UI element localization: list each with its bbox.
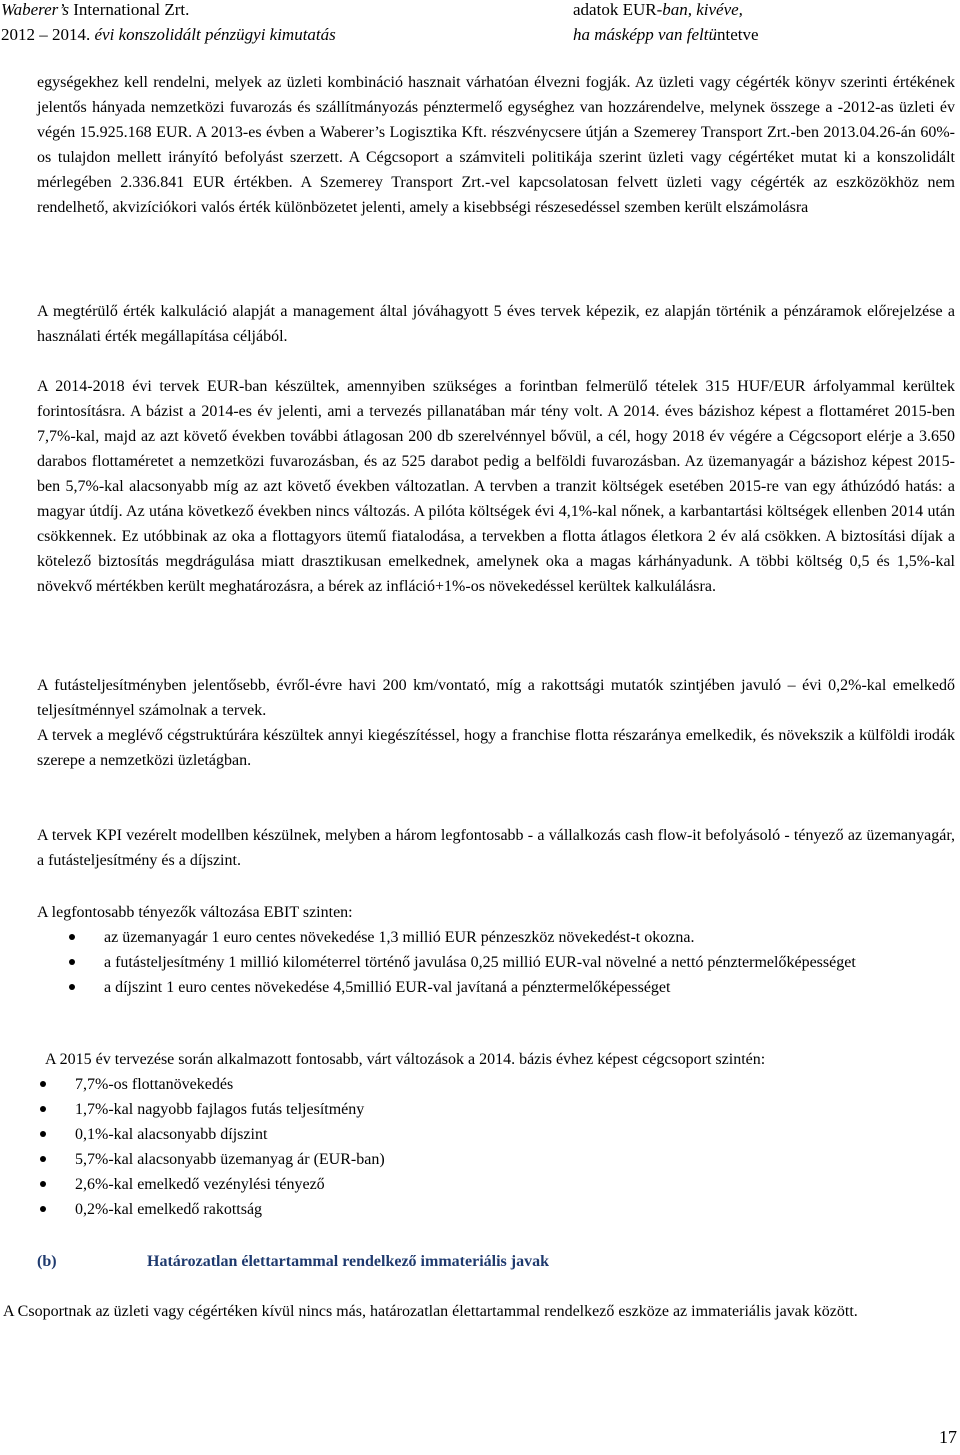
bullet-icon — [40, 1181, 46, 1187]
paragraph-plan-assumptions: A 2014-2018 évi tervek EUR-ban készültek, amennyiben szükséges a forintban felmerülő tételek 315 HUF/EUR árfolyammal kerültek forintosításra. A bázist a 2014-es év jelenti, ami a tervezés pillanatában már tény volt. A 2014. éves bázishoz képest a flottaméret 2015-ben 7,7%-kal, majd az azt követő években további átlagosan 200 db szerelvénnyel bővül, a cél, hogy 2018 év végére a Cégcsoport elérje a 3.650 darabos flottaméretet a nemzetközi fuvarozásban, és az 525 darabot pedig a belföldi fuvarozásban. Az üzemanyagár a bázishoz képest 2015-ben 5,7%-kal alacsonyabb míg az azt követő években változatlan. A tervben a tranzit költségek esetében 2015-re van egy áthúzódó hatás: a magyar útdíj. Az utána következő években nincs változás. A pilóta költségek évi 4,1%-kal nőnek, a karbantartási költségek ellenben 2014 után csökkennek. Ez utóbbinak az oka a flottagyors ütemű fiatalodása, a tervekben a flotta átlagos életkora 2 év alá csökken. A biztosítási díjak a kötelező biztosítás megdrágulása miatt drasztikusan emelkednek, amelynek oka a magas kárhányadunk. A többi költség 0,5 és 1,5%-kal növekvő mértékben került meghatározásra, a bérek az infláció+1%-os növekedéssel kerültek kalkulálásra. — [37, 377, 955, 595]
bullet-icon — [40, 1131, 46, 1137]
list-item — [37, 1072, 955, 1097]
list-item — [37, 1097, 955, 1122]
report-name: évi konszolidált pénzügyi kimutatás — [94, 25, 336, 44]
paragraph-recoverable-amount: A megtérülő érték kalkuláció alapját a management által jóváhagyott 5 éves tervek képezik, ez alapján történik a pénzáramok előrejelzése a használati érték megállapítása céljából. — [37, 302, 955, 345]
plan-2015-list — [37, 1072, 955, 1222]
company-name-italic: Waberer’s — [1, 0, 70, 19]
list-item — [37, 1147, 955, 1172]
exception-note — [573, 22, 759, 47]
list-item — [37, 975, 955, 1000]
list-item-text: a díjszint 1 euro centes növekedése 4,5millió EUR-val javítaná a pénztermelőképességet — [104, 978, 671, 996]
paragraph-block — [37, 673, 955, 773]
list-item-text: 0,2%-kal emelkedő rakottság — [75, 1200, 263, 1218]
bullet-icon — [40, 1106, 46, 1112]
list-item-text: az üzemanyagár 1 euro centes növekedése 1,3 millió EUR pénzeszköz növekedést-t okozna. — [104, 928, 695, 946]
paragraph-block — [37, 70, 955, 220]
ebit-sensitivity-intro: A legfontosabb tényezők változása EBIT szinten: — [37, 903, 353, 921]
bullet-icon — [69, 984, 75, 990]
currency-note-italic: ban, kivéve, — [662, 0, 743, 19]
report-period: 2012 – 2014. — [1, 25, 91, 44]
paragraph-structure: A tervek a meglévő cégstruktúrára készültek annyi kiegészítéssel, hogy a franchise flotta részaránya emelkedik, és növekszik a külföldi irodák szerepe a nemzetközi üzletágban. — [37, 726, 955, 769]
paragraph-block — [37, 374, 955, 599]
company-name-regular: International Zrt. — [73, 0, 190, 19]
paragraph-goodwill-allocation: egységekhez kell rendelni, melyek az üzleti kombináció hasznait várhatóan élvezni fogják. Az üzleti vagy cégérték könyv szerinti értékének jelentős hányada nemzetközi fuvarozás és szállítmányozás pénztermelő egységhez van hozzárendelve, melynek összege a -2012-as üzleti év végén 15.925.168 EUR. A 2013-es évben a Waberer’s Logisztika Kft. részvénycsere útján a Szemerey Transport Zrt.-ben 2013.04.26-án 60%-os tulajdon mellett irányító befolyást szerzett. A Cégcsoport a számviteli politikája szerint üzleti vagy cégértéket mutat ki a konszolidált mérlegében 2.336.841 EUR értékben. A Szemerey Transport Zrt.-vel kapcsolatosan felvett üzleti vagy cégérték az eszközökhöz nem rendelhető, akvizíciókori valós érték különbözetet jelenti, amely a kisebbségi részesedéssel szemben került elszámolásra — [37, 73, 955, 216]
list-item — [37, 1122, 955, 1147]
plan-2015-intro: A 2015 év tervezése során alkalmazott fontosabb, várt változások a 2014. bázis évhez képest cégcsoport szintén: — [45, 1050, 766, 1068]
bullet-icon — [40, 1081, 46, 1087]
list-item-text: 2,6%-kal emelkedő vezénylési tényező — [75, 1175, 325, 1193]
plan-2015-section — [37, 1047, 955, 1222]
list-item-text: 7,7%-os flottanövekedés — [75, 1075, 234, 1093]
page-number: 17 — [939, 1427, 957, 1447]
list-item — [37, 950, 955, 975]
currency-note-regular: adatok EUR- — [573, 0, 663, 19]
list-item-text: a futásteljesítmény 1 millió kilométerrel történő javulása 0,25 millió EUR-val növelné a nettó pénztermelőképességet — [104, 953, 856, 971]
ebit-sensitivity-list — [37, 925, 955, 1000]
bullet-icon — [69, 959, 75, 965]
paragraph-performance: A futásteljesítményben jelentősebb, évről-évre havi 200 km/vontató, míg a rakottsági mutatók szintjében javuló – évi 0,2%-kal emelkedő teljesítménnyel számolnak a tervek. — [37, 676, 955, 719]
bullet-icon — [40, 1156, 46, 1162]
list-item-text: 0,1%-kal alacsonyabb díjszint — [75, 1125, 268, 1143]
page-header-left — [1, 0, 336, 47]
paragraph-block — [37, 823, 955, 873]
list-item-text: 5,7%-kal alacsonyabb üzemanyag ár (EUR-ban) — [75, 1150, 385, 1168]
section-number: (b) — [37, 1252, 57, 1270]
company-name — [1, 0, 336, 22]
paragraph-kpi-model: A tervek KPI vezérelt modellben készülnek, melyben a három legfontosabb - a vállalkozás cash flow-it befolyásoló - tényező az üzemanyagár, a futásteljesítmény és a díjszint. — [37, 826, 955, 869]
section-title: Határozatlan élettartammal rendelkező immateriális javak — [147, 1252, 549, 1270]
paragraph-block — [37, 299, 955, 349]
ebit-sensitivity-section — [37, 900, 955, 1000]
list-item — [37, 1172, 955, 1197]
bullet-icon — [69, 934, 75, 940]
report-title — [1, 22, 336, 47]
exception-note-regular: ntetve — [717, 25, 759, 44]
list-item — [37, 925, 955, 950]
list-item-text: 1,7%-kal nagyobb fajlagos futás teljesítmény — [75, 1100, 365, 1118]
currency-note — [573, 0, 759, 22]
exception-note-italic: ha másképp van feltü — [573, 25, 717, 44]
bullet-icon — [40, 1206, 46, 1212]
paragraph-indefinite-intangibles: A Csoportnak az üzleti vagy cégértéken kívül nincs más, határozatlan élettartammal rendelkező eszköze az immateriális javak között. — [3, 1302, 858, 1320]
page-header-right — [573, 0, 759, 47]
list-item — [37, 1197, 955, 1222]
